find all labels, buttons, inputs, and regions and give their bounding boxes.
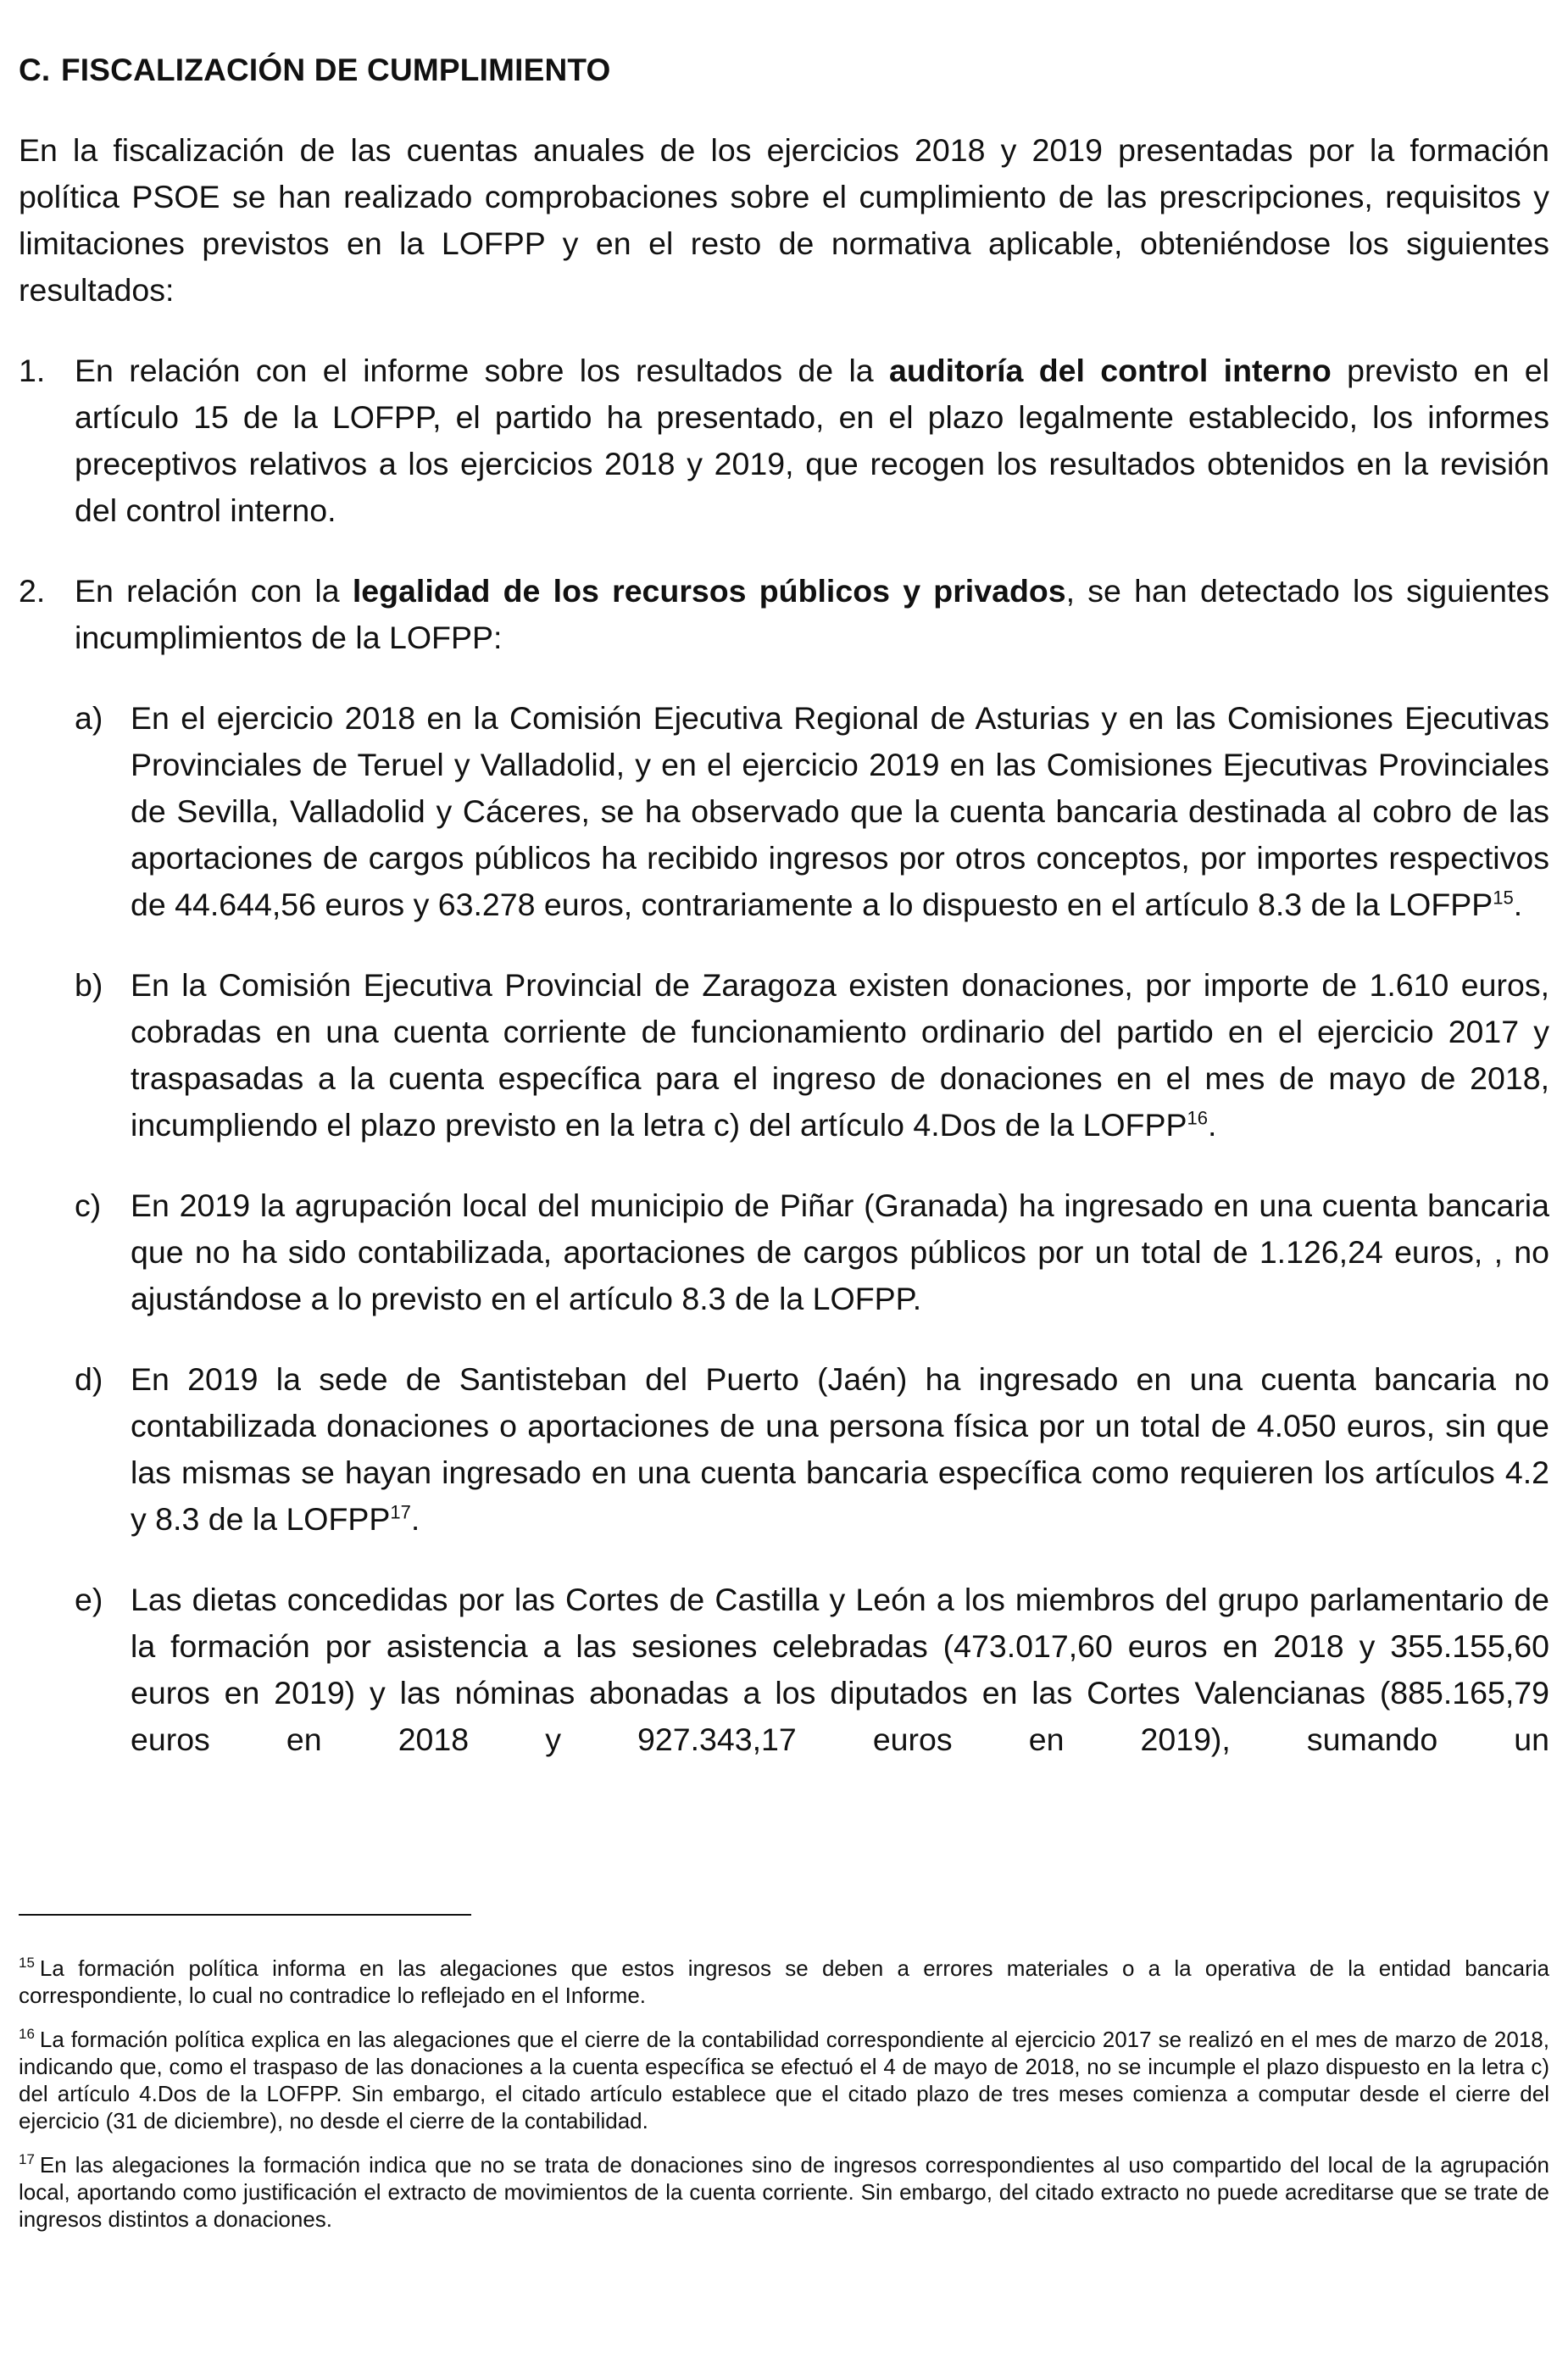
item-2-text — [75, 568, 1549, 661]
item-letter: c) — [75, 1188, 102, 1223]
lettered-item-e — [75, 1577, 1549, 1763]
item-1-text-bold: auditoría del control interno — [889, 353, 1332, 388]
numbered-item-1 — [19, 348, 1549, 534]
footnote-17 — [19, 2151, 1549, 2233]
footnote-number: 15 — [19, 1955, 35, 1972]
footnote-separator — [19, 1914, 471, 1916]
item-a-body: En el ejercicio 2018 en la Comisión Ejecutiva Regional de Asturias y en las Comisiones Ejecutivas Provinciales de Teruel y Valladolid, y en el ejercicio 2019 en las Comisiones Ejecutivas Provinciales de Sevilla, Valladolid y Cáceres, se ha observado que la cuenta bancaria destinada al cobro de las aportaciones de cargos públicos ha recibido ingresos por otros conceptos, por importes respectivos de 44.644,56 euros y 63.278 euros, contrariamente a lo dispuesto en el artículo 8.3 de la LOFPP — [131, 700, 1549, 922]
item-a-end: . — [1513, 887, 1523, 922]
item-2-text-pre: En relación con la — [75, 573, 353, 609]
item-b-end: . — [1207, 1107, 1217, 1143]
intro-paragraph: En la fiscalización de las cuentas anuales de los ejercicios 2018 y 2019 presentadas por la formación política PSOE se han realizado comprobaciones sobre el cumplimiento de las prescripciones, requisitos y limitaciones previstos en la LOFPP y en el resto de normativa aplicable, obteniéndose los siguientes resultados: — [19, 132, 1549, 308]
item-b-text — [131, 962, 1549, 1149]
footnote-15 — [19, 1955, 1549, 2009]
item-b-body: En la Comisión Ejecutiva Provincial de Zaragoza existen donaciones, por importe de 1.610 euros, cobradas en una cuenta corriente de funcionamiento ordinario del partido en el ejercicio 2017 y traspasadas a la cuenta específica para el ingreso de donaciones en el mes de mayo de 2018, incumpliendo el plazo previsto en la letra c) del artículo 4.Dos de la LOFPP — [131, 967, 1549, 1143]
lettered-item-b — [75, 962, 1549, 1149]
item-2-text-bold: legalidad de los recursos públicos y privados — [352, 573, 1066, 609]
item-2-text-post: , se han detectado los siguientes incumplimientos de la LOFPP: — [75, 573, 1549, 655]
lettered-list — [75, 695, 1549, 1763]
footnotes — [19, 1955, 1549, 2250]
section-letter: C. — [19, 53, 51, 87]
item-e-text: Las dietas concedidas por las Cortes de Castilla y León a los miembros del grupo parlamentario de la formación por asistencia a las sesiones celebradas (473.017,60 euros en 2018 y 355.155,60 euros en 2019) y las nóminas abonadas a los diputados en las Cortes Valencianas (885.165,79 euros en 2018 y 927.343,17 euros en 2019), sumando un — [131, 1582, 1549, 1757]
item-d-body: En 2019 la sede de Santisteban del Puerto (Jaén) ha ingresado en una cuenta bancaria no contabilizada donaciones o aportaciones de una persona física por un total de 4.050 euros, sin que las mismas se hayan ingresado en una cuenta bancaria específica como requieren los artículos 4.2 y 8.3 de la LOFPP — [131, 1361, 1549, 1537]
footnote-ref-15[interactable]: 15 — [1493, 887, 1514, 909]
item-d-text — [131, 1356, 1549, 1543]
footnote-number: 17 — [19, 2151, 35, 2168]
document-page — [19, 49, 1549, 1797]
section-title — [19, 49, 1549, 92]
lettered-item-c — [75, 1182, 1549, 1322]
footnote-text: En las alegaciones la formación indica que no se trata de donaciones sino de ingresos correspondientes al uso compartido del local de la agrupación local, aportando como justificación el extracto de movimientos de la cuenta corriente. Sin embargo, del citado extracto no puede acreditarse que se trate de ingresos distintos a donaciones. — [19, 2152, 1549, 2232]
footnote-ref-16[interactable]: 16 — [1187, 1107, 1208, 1129]
footnote-text: La formación política informa en las alegaciones que estos ingresos se deben a errores materiales o a la operativa de la entidad bancaria correspondiente, lo cual no contradice lo reflejado en el Informe. — [19, 1955, 1549, 2008]
footnote-16 — [19, 2026, 1549, 2134]
lettered-item-a — [75, 695, 1549, 928]
item-d-end: . — [410, 1501, 420, 1537]
item-letter: e) — [75, 1582, 103, 1617]
footnote-ref-17[interactable]: 17 — [390, 1501, 411, 1523]
lettered-item-d — [75, 1356, 1549, 1543]
item-1-text — [75, 348, 1549, 534]
section-title-text: FISCALIZACIÓN DE CUMPLIMIENTO — [61, 53, 611, 87]
item-letter: a) — [75, 700, 103, 736]
item-number: 1. — [19, 353, 46, 388]
footnote-number: 16 — [19, 2026, 35, 2043]
item-letter: b) — [75, 967, 103, 1003]
item-c-text: En 2019 la agrupación local del municipio de Piñar (Granada) ha ingresado en una cuenta bancaria que no ha sido contabilizada, aportaciones de cargos públicos por un total de 1.126,24 euros, , no ajustándose a lo previsto en el artículo 8.3 de la LOFPP. — [131, 1188, 1549, 1316]
item-1-text-pre: En relación con el informe sobre los resultados de la — [75, 353, 890, 388]
item-a-text — [131, 695, 1549, 928]
item-letter: d) — [75, 1361, 103, 1397]
item-1-text-post: previsto en el artículo 15 de la LOFPP, el partido ha presentado, en el plazo legalmente establecido, los informes preceptivos relativos a los ejercicios 2018 y 2019, que recogen los resultados obtenidos en la revisión del control interno. — [75, 353, 1549, 528]
footnote-text: La formación política explica en las alegaciones que el cierre de la contabilidad correspondiente al ejercicio 2017 se realizó en el mes de marzo de 2018, indicando que, como el traspaso de las donaciones a la cuenta específica se efectuó el 4 de mayo de 2018, no se incumple el plazo dispuesto en la letra c) del artículo 4.Dos de la LOFPP. Sin embargo, el citado artículo establece que el citado plazo de tres meses comienza a computar desde el cierre del ejercicio (31 de diciembre), no desde el cierre de la contabilidad. — [19, 2027, 1549, 2133]
item-number: 2. — [19, 573, 46, 609]
numbered-item-2 — [19, 568, 1549, 661]
